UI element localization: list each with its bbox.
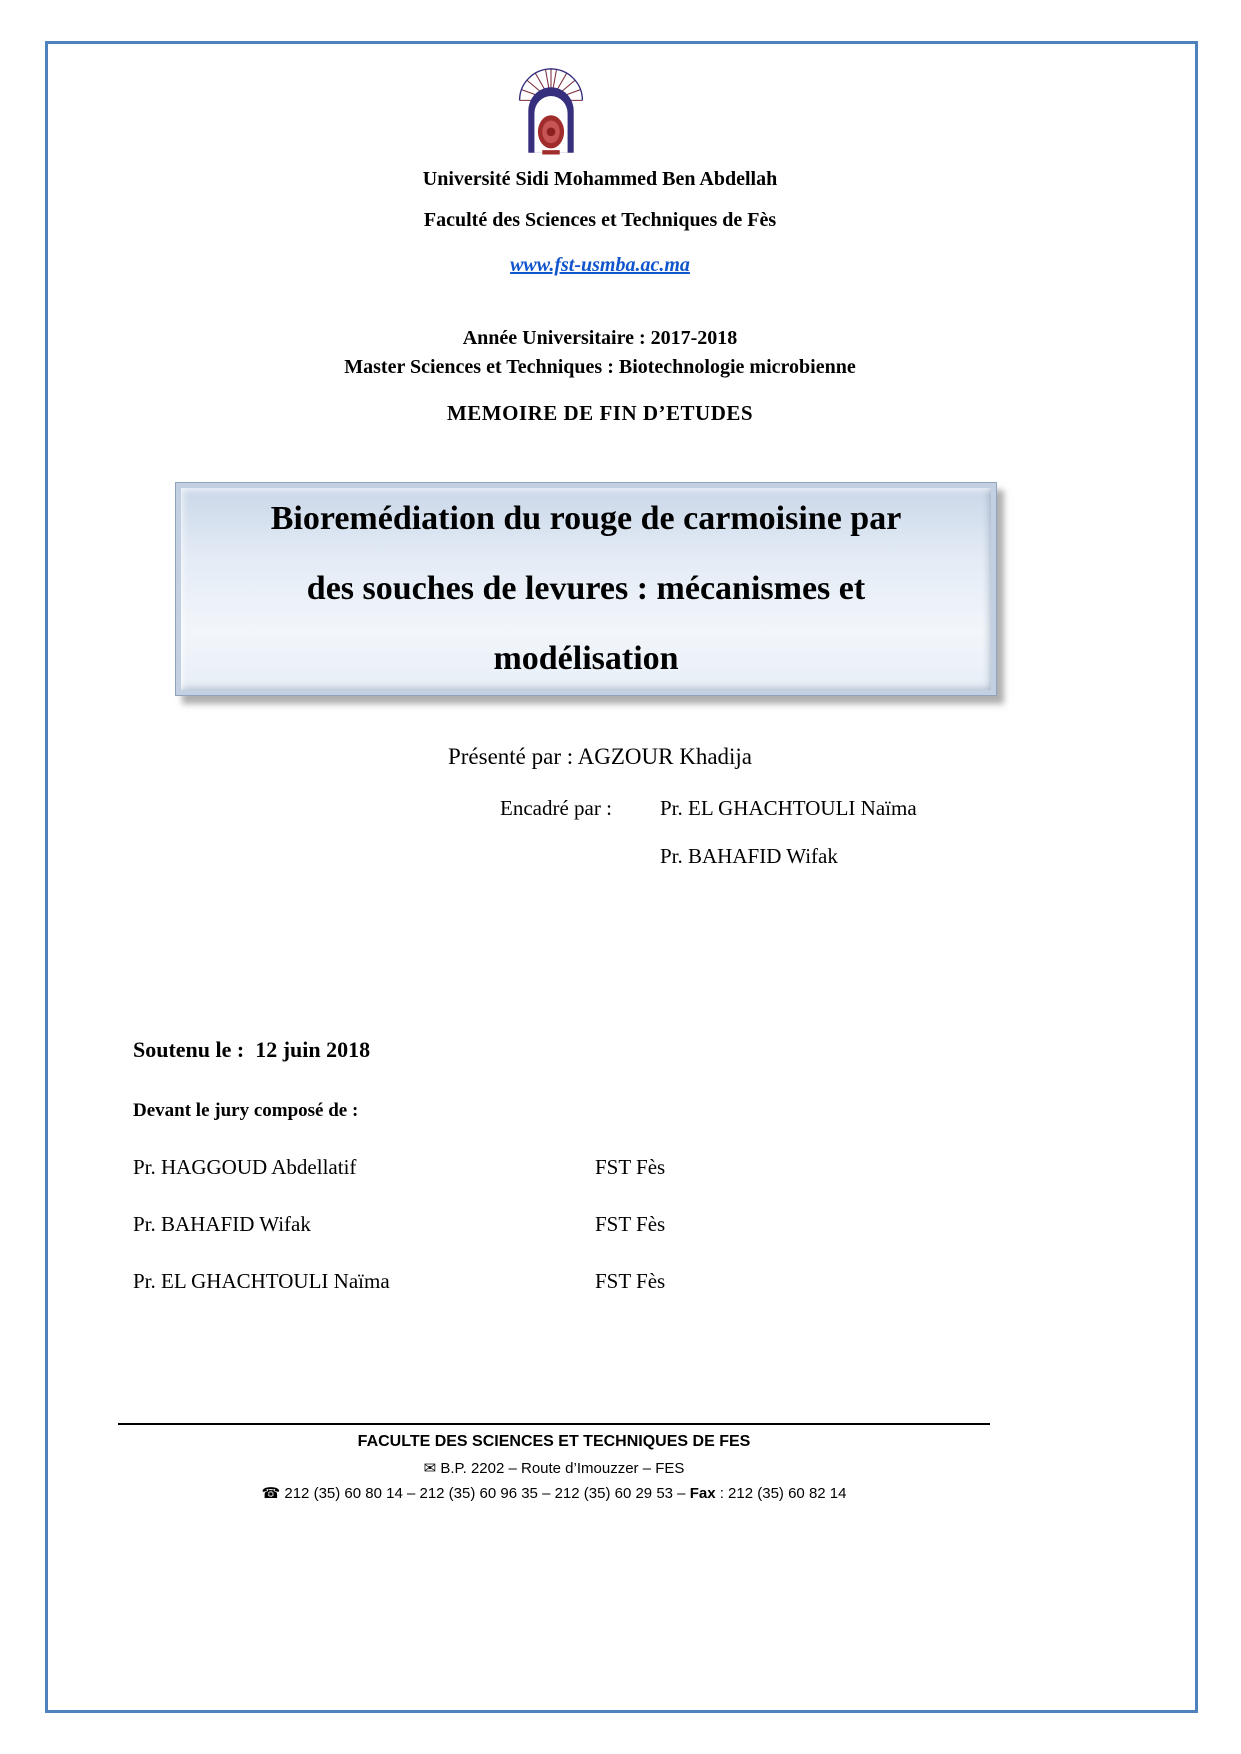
presented-by-line: Présenté par : AGZOUR Khadija [447, 744, 753, 769]
website-link[interactable]: www.fst-usmba.ac.ma [510, 254, 690, 276]
defense-date: Soutenu le : 12 juin 2018 [133, 1037, 371, 1062]
footer-fax-number: : 212 (35) 60 82 14 [715, 1485, 847, 1502]
jury-member-name: Pr. EL GHACHTOULI Naïma [133, 1269, 390, 1293]
supervisor-1: Pr. EL GHACHTOULI Naïma [660, 796, 917, 820]
jury-member-affiliation: FST Fès [595, 1212, 666, 1236]
document-type: MEMOIRE DE FIN D’ETUDES [446, 401, 754, 425]
jury-member-affiliation: FST Fès [595, 1155, 666, 1179]
envelope-icon: ✉ [423, 1460, 437, 1477]
faculty-name: Faculté des Sciences et Techniques de Fès [423, 209, 777, 231]
jury-member-name: Pr. HAGGOUD Abdellatif [133, 1155, 357, 1179]
thesis-title-line-1: Bioremédiation du rouge de carmoisine par [270, 500, 902, 537]
jury-row [133, 1269, 1033, 1294]
jury-row [133, 1155, 1033, 1180]
university-name: Université Sidi Mohammed Ben Abdellah [422, 168, 778, 190]
jury-member-affiliation: FST Fès [595, 1269, 666, 1293]
thesis-title-line-2: des souches de levures : mécanismes et [306, 570, 866, 607]
footer-address-line [88, 1459, 1020, 1477]
footer-fax-label: Fax [689, 1485, 716, 1502]
university-logo [503, 62, 599, 158]
phone-icon: ☎ [261, 1485, 281, 1502]
master-program: Master Sciences et Techniques : Biotechnologie microbienne [344, 356, 856, 378]
footer-address: B.P. 2202 – Route d’Imouzzer – FES [440, 1460, 685, 1477]
footer-phone-line [88, 1484, 1020, 1502]
thesis-title-box [175, 482, 997, 696]
supervised-by-label: Encadré par : [500, 796, 612, 820]
jury-row [133, 1212, 1033, 1237]
academic-year: Année Universitaire : 2017-2018 [462, 327, 738, 349]
footer-phones: 212 (35) 60 80 14 – 212 (35) 60 96 35 – 212 (35) 60 29 53 – [284, 1485, 690, 1502]
website-line [50, 254, 1150, 277]
jury-heading: Devant le jury composé de : [133, 1100, 359, 1121]
university-logo-icon [503, 62, 599, 158]
footer-divider [118, 1423, 990, 1425]
jury-member-name: Pr. BAHAFID Wifak [133, 1212, 311, 1236]
supervisor-2: Pr. BAHAFID Wifak [660, 844, 838, 868]
footer-institution: FACULTE DES SCIENCES ET TECHNIQUES DE FES [357, 1433, 751, 1450]
thesis-title-line-3: modélisation [493, 640, 679, 677]
